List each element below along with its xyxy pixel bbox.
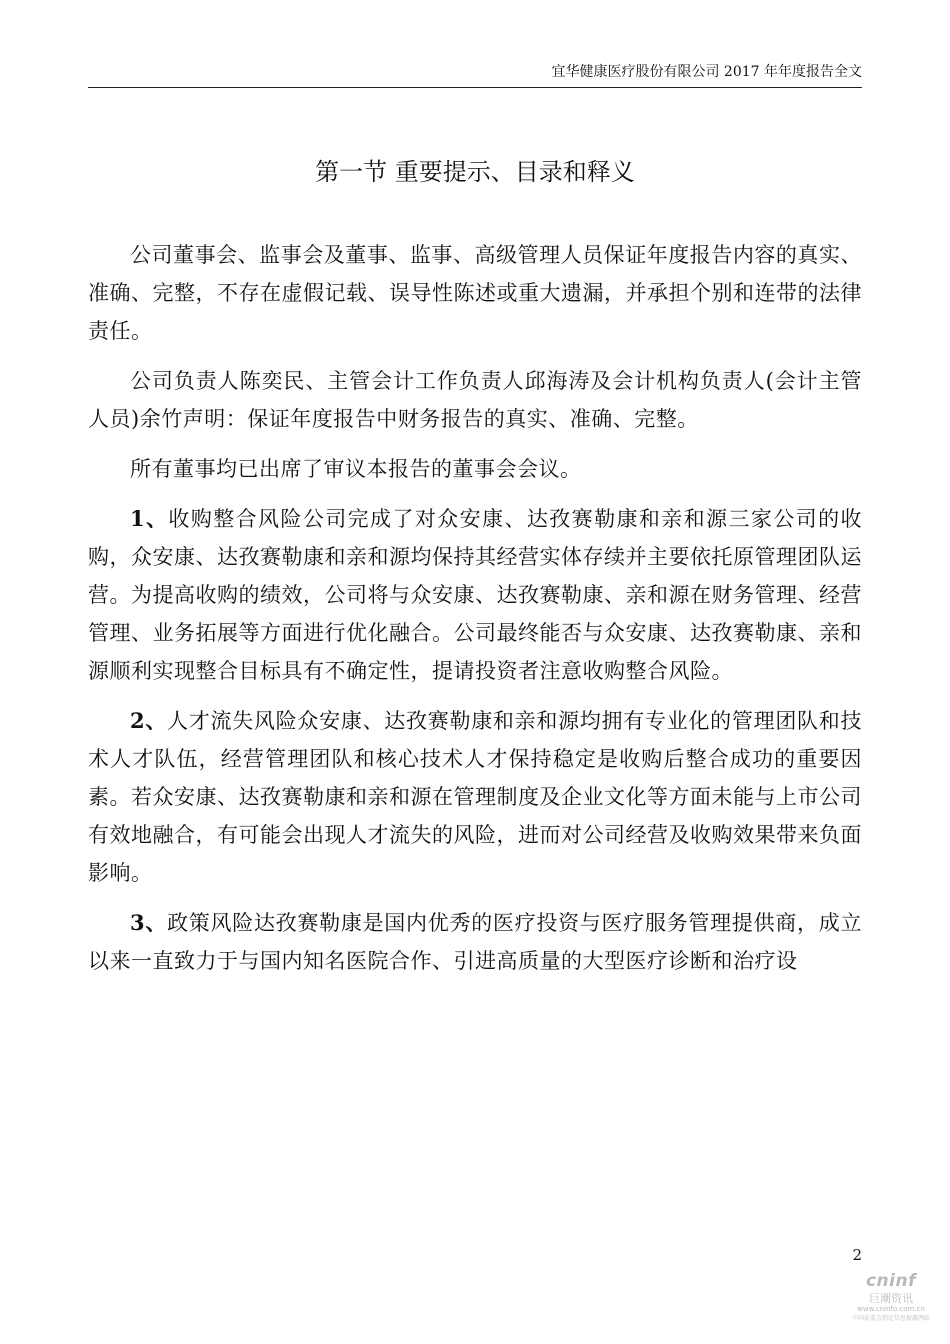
cninfo-logo-icon: cninf <box>865 1271 916 1291</box>
header-divider <box>88 87 862 88</box>
paragraph-risk-3: 3、政策风险达孜赛勒康是国内优秀的医疗投资与医疗服务管理提供商，成立以来一直致力于与国内知名医院合作、引进高质量的大型医疗诊断和治疗设 <box>88 910 862 973</box>
paragraph-risk-1: 1、收购整合风险公司完成了对众安康、达孜赛勒康和亲和源三家公司的收购，众安康、达孜赛勒康和亲和源均保持其经营实体存续并主要依托原管理团队运营。为提高收购的绩效，公司将与众安康、达孜赛勒康、亲和源在财务管理、经营管理、业务拓展等方面进行优化融合。公司最终能否与众安康、达孜赛勒康、亲和源顺利实现整合目标具有不确定性，提请投资者注意收购整合风险。 <box>88 506 862 683</box>
risk-number: 3、 <box>130 910 168 935</box>
paragraph-board-statement: 公司董事会、监事会及董事、监事、高级管理人员保证年度报告内容的真实、准确、完整，不存在虚假记载、误导性陈述或重大遗漏，并承担个别和连带的法律责任。 <box>88 243 862 343</box>
watermark-name: 巨潮资讯 <box>869 1292 913 1305</box>
body-text <box>88 236 862 992</box>
running-header: 宜华健康医疗股份有限公司 2017 年年度报告全文 <box>551 64 862 80</box>
risk-number: 2、 <box>130 708 168 733</box>
cninfo-watermark <box>836 1270 946 1340</box>
section-title: 第一节 重要提示、目录和释义 <box>315 158 635 186</box>
watermark-org: 中国证监会指定信息披露网站 <box>851 1315 930 1322</box>
paragraph-risk-2: 2、人才流失风险众安康、达孜赛勒康和亲和源均拥有专业化的管理团队和技术人才队伍，经营管理团队和核心技术人才保持稳定是收购后整合成功的重要因素。若众安康、达孜赛勒康和亲和源在管理制度及企业文化等方面未能与上市公司有效地融合，有可能会出现人才流失的风险，进而对公司经营及收购效果带来负面影响。 <box>88 708 862 885</box>
page-number: 2 <box>852 1246 862 1264</box>
paragraph-attendance: 所有董事均已出席了审议本报告的董事会会议。 <box>130 457 582 481</box>
risk-number: 1、 <box>130 506 169 531</box>
paragraph-officer-statement: 公司负责人陈奕民、主管会计工作负责人邱海涛及会计机构负责人(会计主管人员)余竹声明：保证年度报告中财务报告的真实、准确、完整。 <box>88 369 862 431</box>
watermark-url: www.cninfo.com.cn <box>857 1305 925 1313</box>
